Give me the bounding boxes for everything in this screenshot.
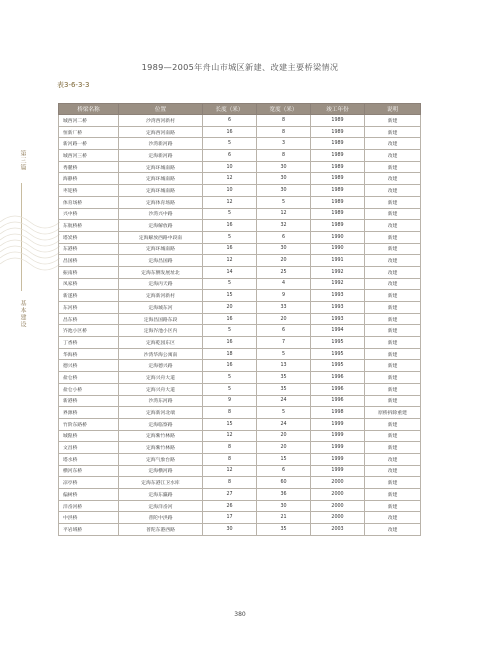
length-cell: 5 — [203, 138, 257, 150]
side-book-label: 基本建设 — [19, 300, 26, 328]
length-cell: 18 — [203, 348, 257, 360]
bridge-name-cell: 秀麓桥 — [59, 161, 119, 173]
bridge-name-cell: 东港桥 — [59, 243, 119, 255]
length-cell: 14 — [203, 266, 257, 278]
width-cell: 6 — [257, 325, 311, 337]
length-cell: 30 — [203, 524, 257, 536]
bridge-name-cell: 德兴桥 — [59, 360, 119, 372]
length-cell: 8 — [203, 442, 257, 454]
table-header-row — [59, 104, 421, 115]
width-cell: 25 — [257, 266, 311, 278]
year-cell: 1989 — [311, 196, 365, 208]
length-cell: 9 — [203, 395, 257, 407]
note-cell: 新建 — [365, 442, 421, 454]
bridge-name-cell: 新港桥 — [59, 395, 119, 407]
width-cell: 35 — [257, 524, 311, 536]
bridge-name-cell: 城西河三桥 — [59, 150, 119, 162]
table-row — [59, 302, 421, 314]
note-cell: 改建 — [365, 524, 421, 536]
location-cell: 定海乾园东区 — [119, 337, 203, 349]
width-cell: 6 — [257, 231, 311, 243]
length-cell: 8 — [203, 407, 257, 419]
year-cell: 1989 — [311, 115, 365, 127]
table-row — [59, 115, 421, 127]
note-cell: 原桥拆除重建 — [365, 407, 421, 419]
width-cell: 36 — [257, 489, 311, 501]
length-cell: 16 — [203, 313, 257, 325]
bridge-name-cell: 界源桥 — [59, 407, 119, 419]
note-cell: 改建 — [365, 465, 421, 477]
width-cell: 13 — [257, 360, 311, 372]
length-cell: 10 — [203, 185, 257, 197]
length-cell: 16 — [203, 126, 257, 138]
table-body — [59, 115, 421, 536]
bridge-name-cell: 盐仓小桥 — [59, 383, 119, 395]
location-cell: 普陀中洪路 — [119, 512, 203, 524]
table-row — [59, 348, 421, 360]
note-cell: 新建 — [365, 372, 421, 384]
location-cell: 定海昌国路东段 — [119, 313, 203, 325]
year-cell: 2000 — [311, 512, 365, 524]
note-cell: 新建 — [365, 430, 421, 442]
note-cell: 改建 — [365, 266, 421, 278]
width-cell: 33 — [257, 302, 311, 314]
width-cell: 4 — [257, 278, 311, 290]
table-row — [59, 173, 421, 185]
note-cell: 新建 — [365, 115, 421, 127]
table-row — [59, 138, 421, 150]
note-cell: 新建 — [365, 290, 421, 302]
table-row — [59, 453, 421, 465]
year-cell: 1989 — [311, 220, 365, 232]
width-cell: 20 — [257, 255, 311, 267]
table-row — [59, 512, 421, 524]
length-cell: 5 — [203, 278, 257, 290]
location-cell: 定海岕池小区内 — [119, 325, 203, 337]
year-cell: 1996 — [311, 372, 365, 384]
length-cell: 5 — [203, 372, 257, 384]
year-cell: 1995 — [311, 337, 365, 349]
location-cell: 定海洋岙河 — [119, 500, 203, 512]
year-cell: 1999 — [311, 442, 365, 454]
note-cell: 改建 — [365, 512, 421, 524]
width-cell: 30 — [257, 500, 311, 512]
table-row — [59, 185, 421, 197]
bridge-name-cell: 城西河二桥 — [59, 115, 119, 127]
location-cell: 定海新河北端 — [119, 407, 203, 419]
year-cell: 2000 — [311, 477, 365, 489]
table-row — [59, 208, 421, 220]
length-cell: 12 — [203, 255, 257, 267]
location-cell: 定海解放路 — [119, 220, 203, 232]
location-cell: 定海临察路 — [119, 418, 203, 430]
width-cell: 30 — [257, 185, 311, 197]
length-cell: 26 — [203, 500, 257, 512]
width-cell: 5 — [257, 348, 311, 360]
table-label: 表3-6-3-3 — [57, 81, 90, 89]
location-cell: 定海新河新村 — [119, 290, 203, 302]
bridge-name-cell: 塔水桥 — [59, 453, 119, 465]
width-cell: 6 — [257, 465, 311, 477]
table-row — [59, 337, 421, 349]
bridge-name-cell: 城隍桥 — [59, 430, 119, 442]
year-cell: 1993 — [311, 290, 365, 302]
year-cell: 1989 — [311, 126, 365, 138]
table-row — [59, 383, 421, 395]
location-cell: 沙湾西河新村 — [119, 115, 203, 127]
note-cell: 新建 — [365, 477, 421, 489]
table-row — [59, 231, 421, 243]
width-cell: 35 — [257, 383, 311, 395]
location-cell: 定海紫竹林路 — [119, 430, 203, 442]
year-cell: 1990 — [311, 231, 365, 243]
width-cell: 35 — [257, 372, 311, 384]
table-row — [59, 465, 421, 477]
location-cell: 定海东侧发展址北 — [119, 266, 203, 278]
bridge-name-cell: 东航桥桥 — [59, 220, 119, 232]
note-cell: 改建 — [365, 138, 421, 150]
location-cell: 定海体育场路 — [119, 196, 203, 208]
note-cell: 新建 — [365, 337, 421, 349]
table-row — [59, 372, 421, 384]
location-cell: 定海昌国路 — [119, 255, 203, 267]
width-cell: 32 — [257, 220, 311, 232]
length-cell: 5 — [203, 208, 257, 220]
length-cell: 6 — [203, 150, 257, 162]
bridge-name-cell: 昌东桥 — [59, 313, 119, 325]
location-cell: 定海环城南路 — [119, 173, 203, 185]
page-title: 1989—2005年舟山市城区新建、改建主要桥梁情况 — [141, 62, 339, 72]
note-cell: 新建 — [365, 196, 421, 208]
note-cell: 新建 — [365, 243, 421, 255]
year-cell: 2000 — [311, 500, 365, 512]
length-cell: 15 — [203, 290, 257, 302]
table-row — [59, 524, 421, 536]
bridge-name-cell: 岕池小区桥 — [59, 325, 119, 337]
bridge-name-cell: 昌国桥 — [59, 255, 119, 267]
bridge-name-cell: 中洪桥 — [59, 512, 119, 524]
bridge-name-cell: 枣迎桥 — [59, 185, 119, 197]
header-bridge-name: 桥梁名称 — [59, 104, 119, 115]
bridge-name-cell: 凉亭桥 — [59, 477, 119, 489]
table-row — [59, 325, 421, 337]
width-cell: 12 — [257, 208, 311, 220]
table-row — [59, 255, 421, 267]
bridge-name-cell: 竹阶东路桥 — [59, 418, 119, 430]
note-cell: 新建 — [365, 302, 421, 314]
table-row — [59, 477, 421, 489]
note-cell: 改建 — [365, 220, 421, 232]
year-cell: 1999 — [311, 418, 365, 430]
width-cell: 30 — [257, 243, 311, 255]
note-cell: 改建 — [365, 453, 421, 465]
year-cell: 1989 — [311, 150, 365, 162]
bridge-name-cell: 横河东桥 — [59, 465, 119, 477]
year-cell: 1999 — [311, 453, 365, 465]
width-cell: 8 — [257, 115, 311, 127]
header-note: 说明 — [365, 104, 421, 115]
length-cell: 8 — [203, 453, 257, 465]
bridge-name-cell: 偏树桥 — [59, 489, 119, 501]
length-cell: 16 — [203, 360, 257, 372]
bridge-table — [58, 103, 421, 536]
table-row — [59, 243, 421, 255]
length-cell: 8 — [203, 477, 257, 489]
location-cell: 定海环城南路 — [119, 161, 203, 173]
year-cell: 1999 — [311, 465, 365, 477]
table-row — [59, 278, 421, 290]
table-row — [59, 500, 421, 512]
bridge-name-cell: 华海桥 — [59, 348, 119, 360]
location-cell: 定海东瀛路 — [119, 489, 203, 501]
year-cell: 1989 — [311, 138, 365, 150]
year-cell: 1989 — [311, 173, 365, 185]
year-cell: 1990 — [311, 243, 365, 255]
width-cell: 7 — [257, 337, 311, 349]
width-cell: 8 — [257, 126, 311, 138]
length-cell: 10 — [203, 161, 257, 173]
bridge-name-cell: 东河桥 — [59, 302, 119, 314]
year-cell: 1995 — [311, 348, 365, 360]
table-row — [59, 313, 421, 325]
header-length: 长度（米） — [203, 104, 257, 115]
header-width: 宽度（米） — [257, 104, 311, 115]
length-cell: 5 — [203, 325, 257, 337]
table-row — [59, 430, 421, 442]
bridge-name-cell: 文昌桥 — [59, 442, 119, 454]
bridge-name-cell: 新河路一桥 — [59, 138, 119, 150]
location-cell: 普陀东港西路 — [119, 524, 203, 536]
note-cell: 新建 — [365, 126, 421, 138]
wave-decoration-icon — [0, 202, 60, 292]
note-cell: 新建 — [365, 208, 421, 220]
table-row — [59, 150, 421, 162]
page-number: 380 — [234, 611, 246, 618]
header-completion-year: 竣工年份 — [311, 104, 365, 115]
length-cell: 27 — [203, 489, 257, 501]
note-cell: 新建 — [365, 325, 421, 337]
year-cell: 1992 — [311, 278, 365, 290]
width-cell: 9 — [257, 290, 311, 302]
length-cell: 12 — [203, 465, 257, 477]
width-cell: 30 — [257, 161, 311, 173]
table-row — [59, 266, 421, 278]
year-cell: 1995 — [311, 360, 365, 372]
side-part-label: 第三篇 — [19, 150, 26, 171]
location-cell: 定海环城南路 — [119, 185, 203, 197]
length-cell: 15 — [203, 418, 257, 430]
note-cell: 新建 — [365, 500, 421, 512]
length-cell: 6 — [203, 115, 257, 127]
year-cell: 1996 — [311, 395, 365, 407]
length-cell: 16 — [203, 337, 257, 349]
bridge-name-cell: 恒新厂桥 — [59, 126, 119, 138]
bridge-name-cell: 凤家桥 — [59, 278, 119, 290]
table-row — [59, 442, 421, 454]
width-cell: 24 — [257, 395, 311, 407]
length-cell: 16 — [203, 220, 257, 232]
width-cell: 21 — [257, 512, 311, 524]
bridge-name-cell: 洋岙河桥 — [59, 500, 119, 512]
location-cell: 定海气象台路 — [119, 453, 203, 465]
location-cell: 沙湾新河路 — [119, 138, 203, 150]
location-cell: 定海德兴路 — [119, 360, 203, 372]
location-cell: 定海横河路 — [119, 465, 203, 477]
year-cell: 1989 — [311, 161, 365, 173]
length-cell: 12 — [203, 196, 257, 208]
year-cell: 1991 — [311, 255, 365, 267]
bridge-name-cell: 海静桥 — [59, 173, 119, 185]
width-cell: 20 — [257, 430, 311, 442]
note-cell: 新建 — [365, 348, 421, 360]
width-cell: 20 — [257, 313, 311, 325]
bridge-name-cell: 振南桥 — [59, 266, 119, 278]
bridge-name-cell: 盐仓桥 — [59, 372, 119, 384]
table-row — [59, 290, 421, 302]
length-cell: 16 — [203, 243, 257, 255]
width-cell: 5 — [257, 407, 311, 419]
note-cell: 新建 — [365, 313, 421, 325]
year-cell: 1993 — [311, 313, 365, 325]
width-cell: 3 — [257, 138, 311, 150]
location-cell: 定海紫竹林路 — [119, 442, 203, 454]
year-cell: 1989 — [311, 185, 365, 197]
note-cell: 新建 — [365, 395, 421, 407]
length-cell: 5 — [203, 231, 257, 243]
length-cell: 12 — [203, 173, 257, 185]
location-cell: 沙湾兴中路 — [119, 208, 203, 220]
location-cell: 定海西河南路 — [119, 126, 203, 138]
length-cell: 17 — [203, 512, 257, 524]
location-cell: 定海丙天路 — [119, 278, 203, 290]
length-cell: 20 — [203, 302, 257, 314]
note-cell: 新建 — [365, 360, 421, 372]
bridge-name-cell: 新遂桥 — [59, 290, 119, 302]
year-cell: 1992 — [311, 266, 365, 278]
location-cell: 沙湾东河路 — [119, 395, 203, 407]
location-cell: 定海城东河 — [119, 302, 203, 314]
note-cell: 新建 — [365, 231, 421, 243]
year-cell: 1999 — [311, 430, 365, 442]
table-row — [59, 407, 421, 419]
year-cell: 2003 — [311, 524, 365, 536]
note-cell: 改建 — [365, 185, 421, 197]
length-cell: 5 — [203, 383, 257, 395]
note-cell: 新建 — [365, 418, 421, 430]
year-cell: 1996 — [311, 383, 365, 395]
bridge-name-cell: 体育场桥 — [59, 196, 119, 208]
width-cell: 24 — [257, 418, 311, 430]
year-cell: 1993 — [311, 302, 365, 314]
table-row — [59, 161, 421, 173]
location-cell: 沙湾华海公寓南 — [119, 348, 203, 360]
note-cell: 改建 — [365, 173, 421, 185]
bridge-name-cell: 丁香桥 — [59, 337, 119, 349]
bridge-name-cell: 兴中桥 — [59, 208, 119, 220]
year-cell: 1994 — [311, 325, 365, 337]
year-cell: 2000 — [311, 489, 365, 501]
location-cell: 定海东港江卫水库 — [119, 477, 203, 489]
table-row — [59, 360, 421, 372]
note-cell: 改建 — [365, 255, 421, 267]
location-cell: 定海新河路 — [119, 150, 203, 162]
width-cell: 20 — [257, 442, 311, 454]
width-cell: 5 — [257, 196, 311, 208]
bridge-name-cell: 平岩域桥 — [59, 524, 119, 536]
location-cell: 定海兴舟大道 — [119, 372, 203, 384]
width-cell: 8 — [257, 150, 311, 162]
table-row — [59, 395, 421, 407]
table-row — [59, 489, 421, 501]
location-cell: 定海环城南路 — [119, 243, 203, 255]
table-row — [59, 196, 421, 208]
table-row — [59, 418, 421, 430]
length-cell: 12 — [203, 430, 257, 442]
width-cell: 30 — [257, 173, 311, 185]
note-cell: 新建 — [365, 489, 421, 501]
location-cell: 定海兴舟大道 — [119, 383, 203, 395]
table-row — [59, 126, 421, 138]
note-cell: 改建 — [365, 150, 421, 162]
width-cell: 60 — [257, 477, 311, 489]
width-cell: 15 — [257, 453, 311, 465]
year-cell: 1998 — [311, 407, 365, 419]
bridge-name-cell: 塔炭桥 — [59, 231, 119, 243]
note-cell: 新建 — [365, 383, 421, 395]
table-row — [59, 220, 421, 232]
location-cell: 定海解放西路中段南 — [119, 231, 203, 243]
year-cell: 1989 — [311, 208, 365, 220]
note-cell: 改建 — [365, 278, 421, 290]
note-cell: 新建 — [365, 161, 421, 173]
header-location: 位置 — [119, 104, 203, 115]
